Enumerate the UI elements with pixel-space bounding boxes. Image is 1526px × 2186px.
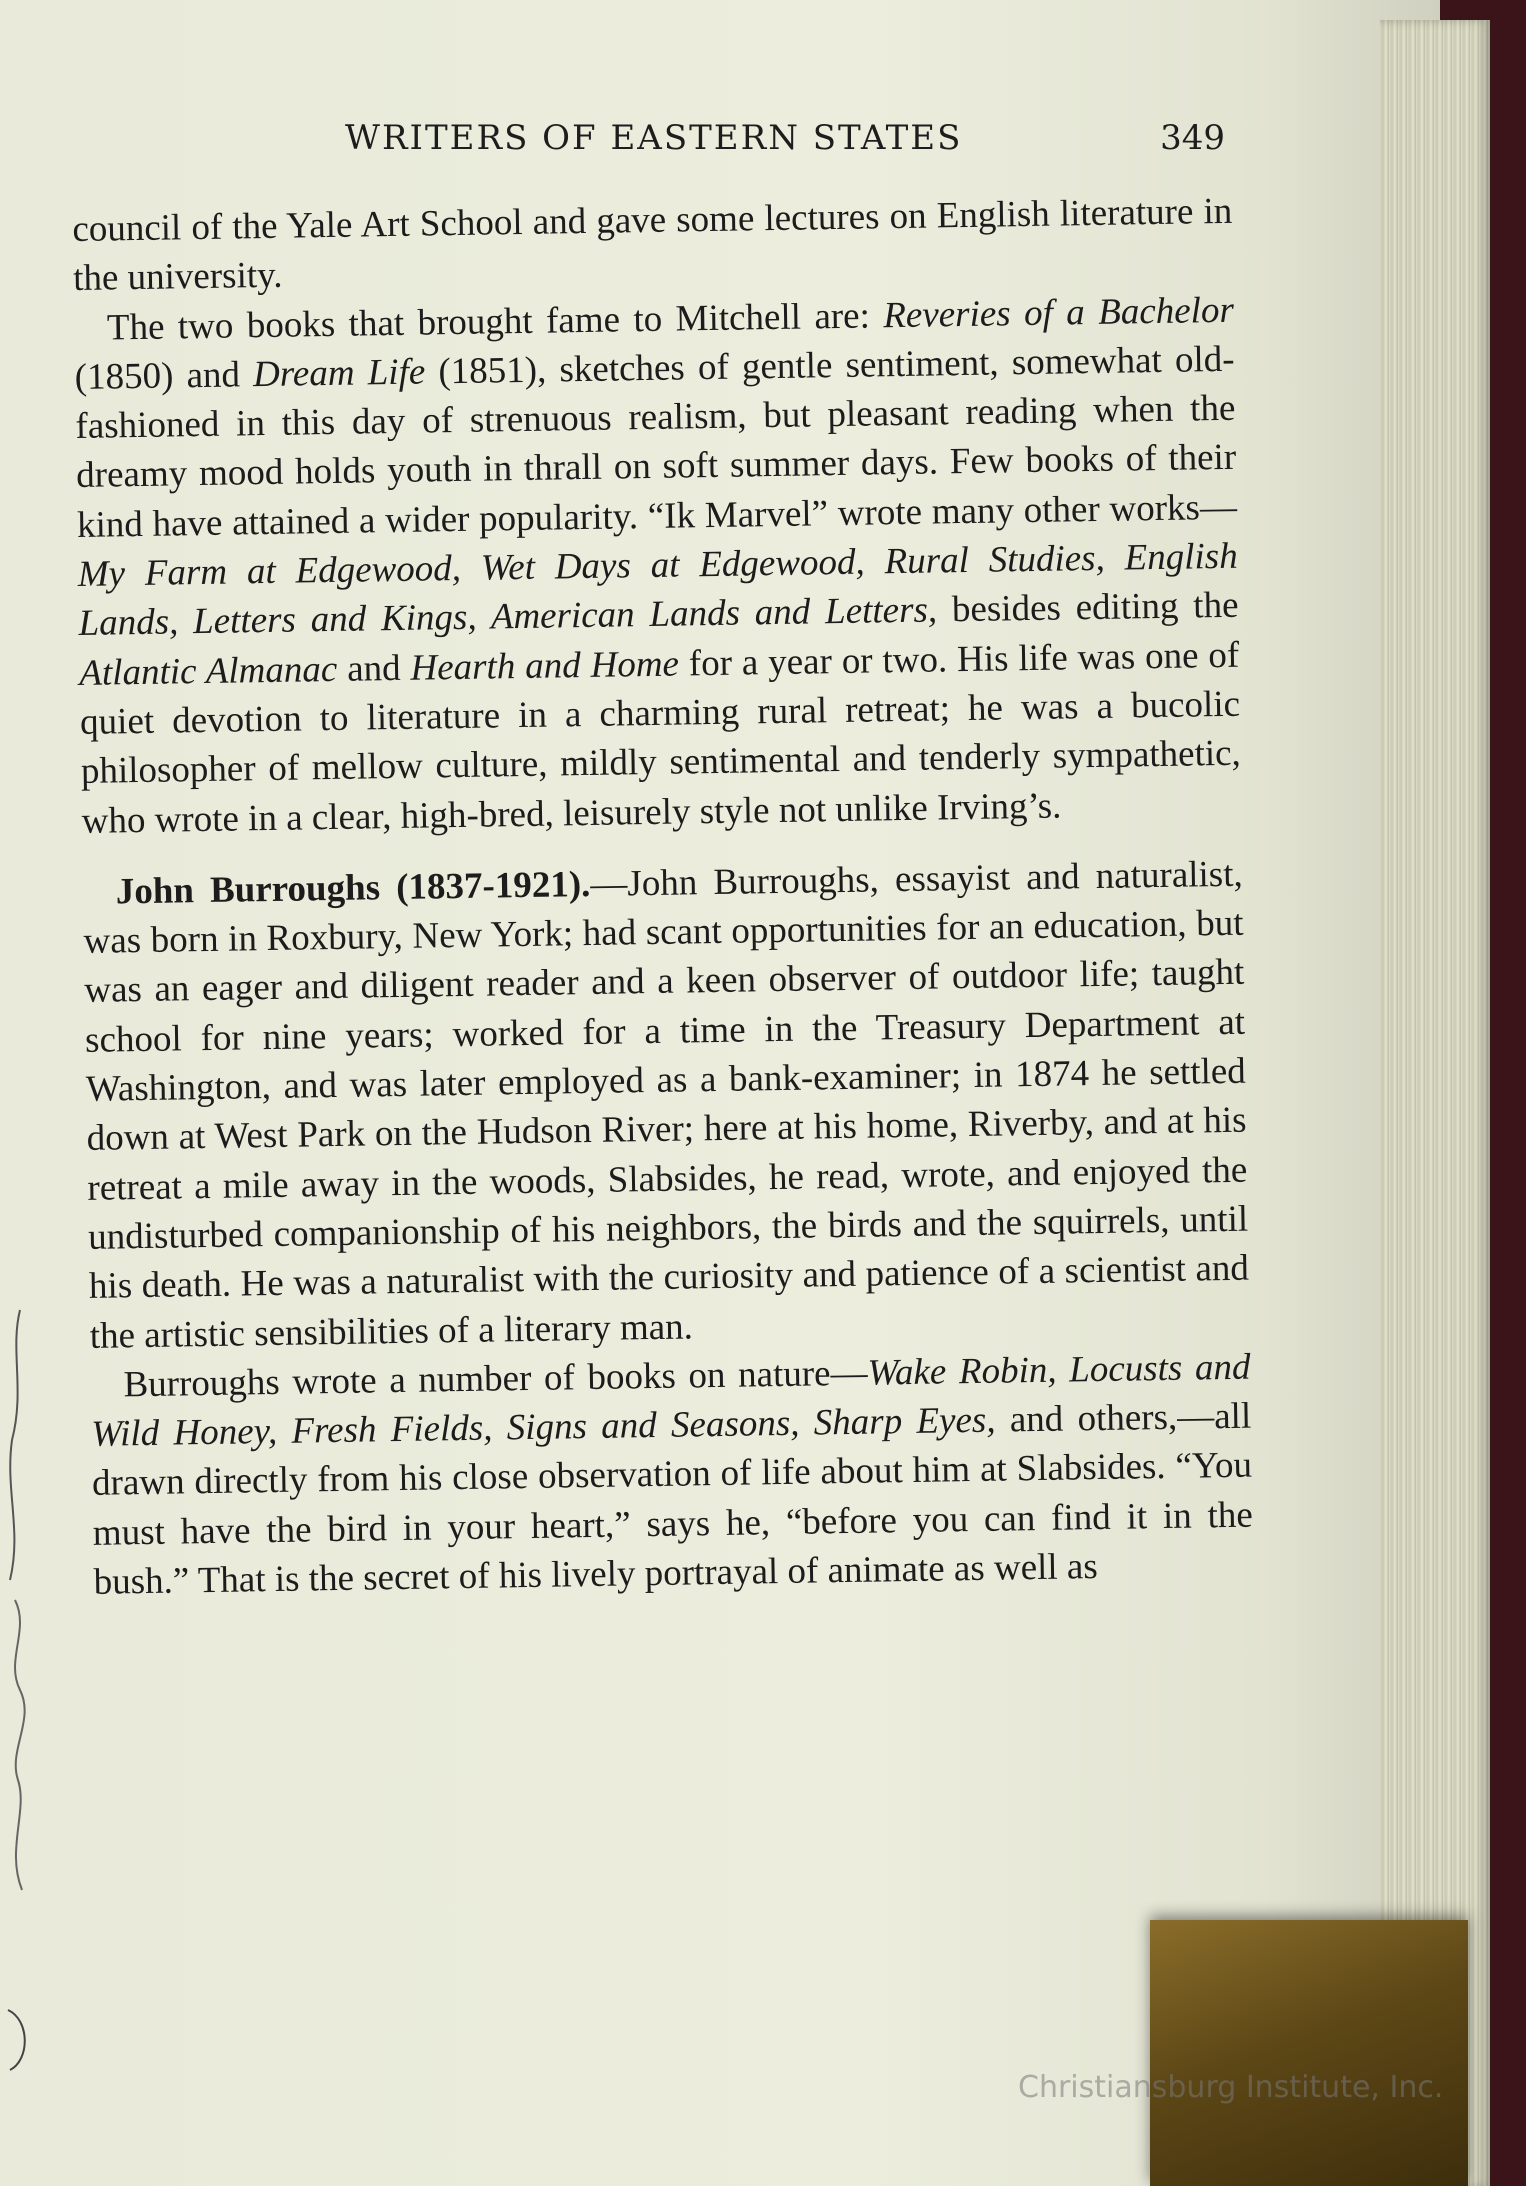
paragraph-4 [90,1342,1254,1607]
text-run: and [336,647,411,690]
text-run: for a year or two. His life was one of quiet devotion to literature in a charming rural retreat; he was a bucolic philosopher of mellow culture, mildly sentimental and tenderly sympathetic, who wrote in a clear, high-bred, leisurely style not unlike Irving’s. [79,634,1242,842]
text-run: —John Burroughs, essayist and naturalist, was born in Roxbury, New York; had scant opportunities for an education, but was an eager and diligent reader and a keen observer of outdoor life; taught school for nine years; worked for a time in the Treasury Department at Washington, and was later employed as a bank-examiner; in 1874 he settled down at West Park on the Hudson River; here at his home, Riverby, and at his retreat a mile away in the woods, Slabsides, he read, wrote, and enjoyed the undisturbed companionship of his neighbors, the birds and the squirrels, until his death. He was a naturalist with the curiosity and patience of a scientist and the artistic sensibilities of a literary man. [83,853,1250,1357]
pencil-curl [8,2010,25,2070]
text-run: (1851), sketches of gentle sentiment, somewhat old-fashioned in this day of strenuous realism, but pleasant reading when the dreamy mood holds youth in thrall on soft summer days. Few books of their kind have attained a wider popularity. “Ik Marvel” wrote many other works— [75,338,1238,546]
book-title: Dream Life [252,351,426,396]
book-titles-list: Wake Robin, Locusts and Wild Honey, Fresh Fields, Signs and Seasons, Sharp Eyes, [90,1346,1251,1455]
text-run: The two books that brought fame to Mitchell are: [106,294,884,349]
section-heading: John Burroughs (1837-1921). [115,863,591,913]
book-titles-list: My Farm at Edgewood, Wet Days at Edgewood, Rural Studies, English Lands, Letters and Kings, American Lands and Letters, [77,535,1238,645]
pencil-scribble [15,1600,25,1890]
running-head: WRITERS OF EASTERN STATES [345,118,963,158]
watermark: Christiansburg Institute, Inc. [1018,2070,1444,2105]
pencil-margin-marks [0,1290,55,2090]
paragraph-3 [82,850,1250,1361]
text-run: council of the Yale Art School and gave some lectures on English literature in the university. [72,190,1233,300]
book-title: Hearth and Home [410,643,680,689]
book-title: Reveries of a Bachelor [882,289,1235,336]
text-run: besides editing the [936,585,1239,631]
brass-bookmark-clasp [1150,1920,1468,2186]
text-run: and others,—all drawn directly from his close observation of life about him at Slabsides. “You must have the bird in your heart,” says he, “before you can find it in the bush.” That is the secret of his lively portrayal of animate as well as [91,1395,1254,1603]
page-edges [1380,20,1490,2186]
text-run: Burroughs wrote a number of books on nature— [123,1352,868,1406]
pencil-bracket [10,1310,20,1580]
body-text [72,187,1254,1607]
page-number: 349 [1160,118,1225,158]
text-run: (1850) and [74,354,254,398]
page-header [345,118,1225,168]
paragraph-1 [72,187,1233,304]
book-title: Atlantic Almanac [79,648,338,694]
paragraph-2 [74,285,1242,845]
